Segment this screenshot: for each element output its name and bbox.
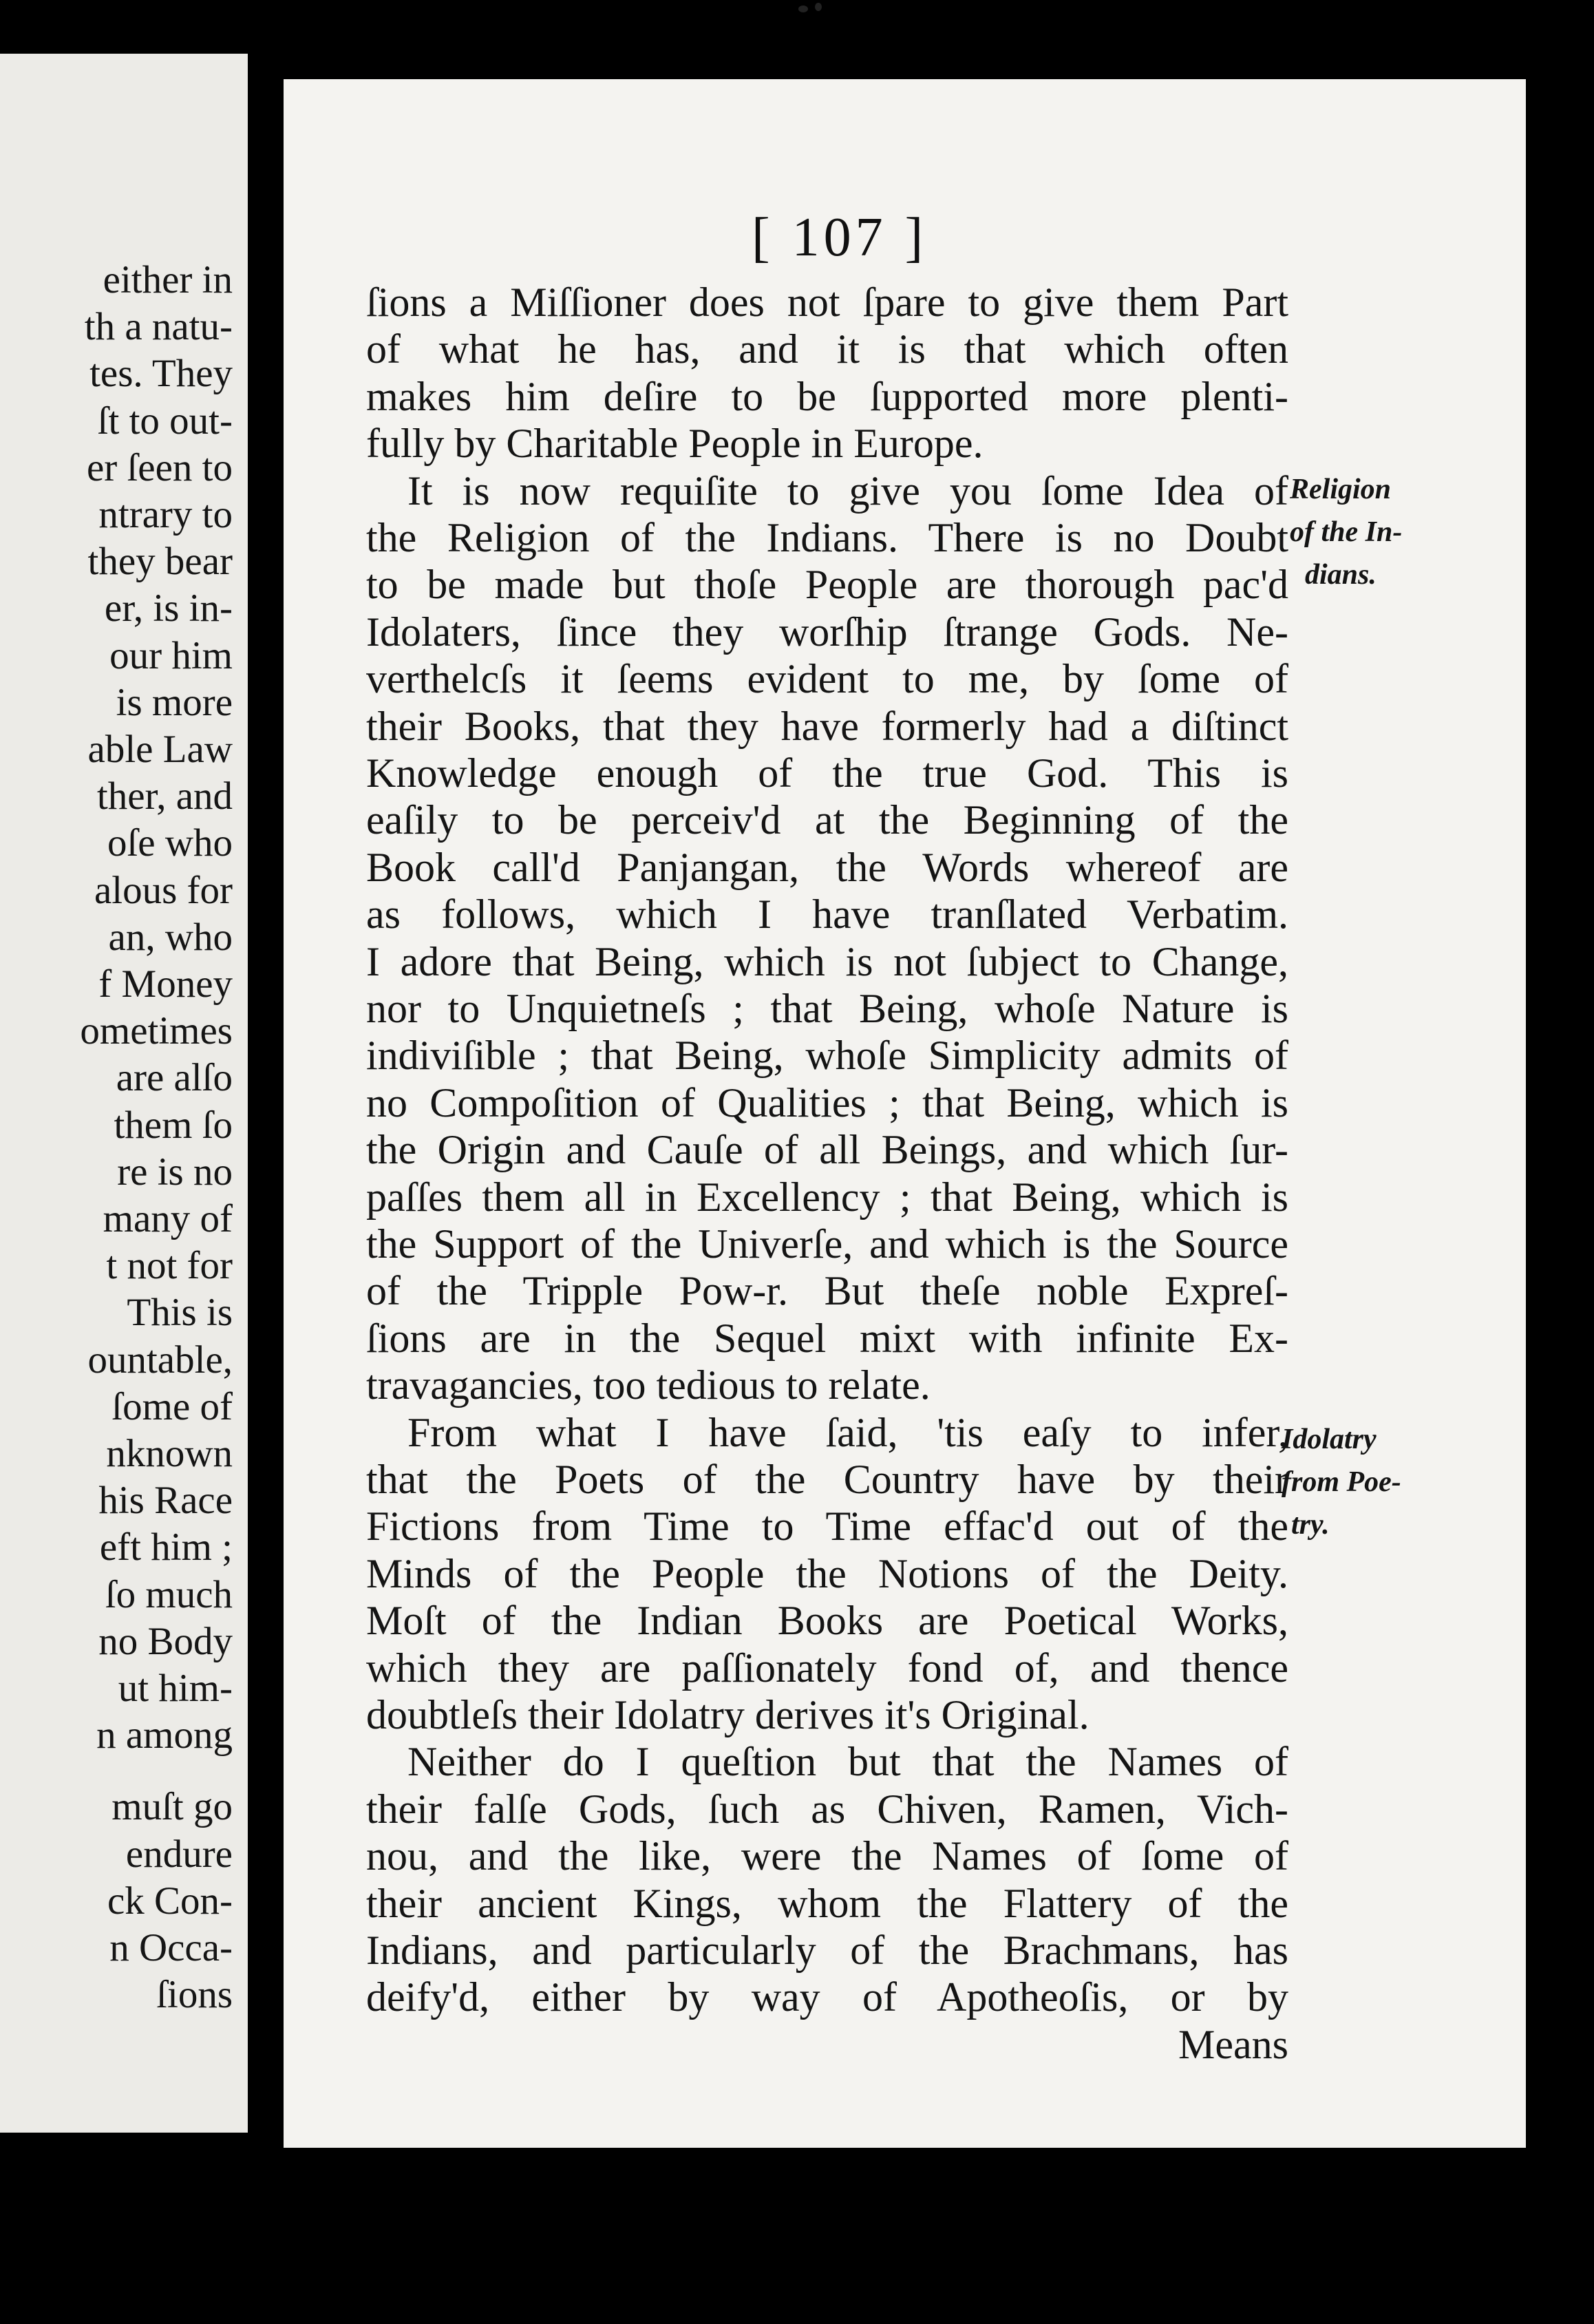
margin-note-idolatry (1282, 1418, 1401, 1546)
facing-page-line: er ſeen to (86, 445, 233, 489)
facing-page-line: re is no (117, 1150, 233, 1194)
facing-page-line: ſt to out- (97, 399, 233, 443)
facing-page-line: they bear (87, 540, 233, 584)
facing-page-line: ther, and (96, 774, 233, 818)
text-line: eaſily to be perceiv'd at the Beginning of the (366, 797, 1288, 843)
facing-page-line: his Race (98, 1479, 233, 1523)
text-line: nou, and the like, were the Names of ſome of (366, 1833, 1288, 1879)
text-line: which they are paſſionately fond of, and thence (366, 1645, 1288, 1691)
book-page (284, 79, 1526, 2148)
text-line: Book call'd Panjangan, the Words whereof are (366, 844, 1288, 890)
facing-page-line: eft him ; (99, 1525, 233, 1570)
facing-page-line: able Law (87, 728, 233, 771)
text-line: Neither do I queſtion but that the Names of (407, 1739, 1288, 1785)
facing-page-line: ſo much (105, 1572, 233, 1616)
text-line: no Compoſition of Qualities ; that Being, which is (366, 1079, 1288, 1126)
facing-page (0, 54, 248, 2133)
text-line: doubtleſs their Idolatry derives it's Original. (366, 1692, 1090, 1737)
text-line: It is now requiſite to give you ſome Idea of (407, 467, 1288, 514)
page-number: [ 107 ] (752, 207, 928, 268)
margin-note-religion (1290, 468, 1402, 596)
text-line: Knowledge enough of the true God. This is (366, 750, 1288, 796)
margin-note-line: Idolatry (1282, 1424, 1377, 1455)
facing-page-line: ountable, (87, 1338, 233, 1382)
text-line: ſions a Miſſioner does not ſpare to give them Part (366, 279, 1288, 325)
text-line: indiviſible ; that Being, whoſe Simplicity admits of (366, 1033, 1288, 1079)
text-line: verthelcſs it ſeems evident to me, by ſome of (366, 656, 1288, 702)
scan-speck (798, 6, 808, 12)
text-line: Idolaters, ſince they worſhip ſtrange Gods. Ne- (366, 609, 1288, 655)
text-line: the Religion of the Indians. There is no Doubt (366, 515, 1288, 560)
facing-page-line: them ſo (114, 1103, 233, 1147)
text-line: Minds of the People the Notions of the Deity. (366, 1550, 1288, 1596)
text-line: as follows, which I have tranſlated Verbatim. (366, 891, 1288, 938)
text-line: nor to Unquietneſs ; that Being, whoſe Nature is (366, 986, 1288, 1031)
facing-page-line: t not for (106, 1244, 233, 1288)
text-line: Fictions from Time to Time effac'd out of the (366, 1503, 1288, 1550)
text-line: Indians, and particularly of the Brachmans, has (366, 1927, 1288, 1973)
text-line: From what I have ſaid, 'tis eaſy to infer, (407, 1409, 1288, 1455)
catchword: Means (1178, 2021, 1288, 2067)
text-line: paſſes them all in Excellency ; that Being, which is (366, 1174, 1288, 1220)
text-line: of what he has, and it is that which often (366, 326, 1288, 372)
text-line: ſions are in the Sequel mixt with infinite Ex- (366, 1315, 1288, 1361)
text-line: the Origin and Cauſe of all Beings, and which ſur- (366, 1127, 1288, 1173)
facing-page-line: oſe who (107, 821, 233, 865)
text-line: Moſt of the Indian Books are Poetical Works, (366, 1598, 1288, 1644)
facing-page-line: er, is in- (104, 587, 233, 631)
facing-page-line: either in (103, 258, 233, 302)
margin-note-line: dians. (1305, 559, 1377, 591)
text-line: that the Poets of the Country have by their (366, 1457, 1288, 1502)
facing-page-line: This is (127, 1291, 233, 1335)
facing-page-line: an, who (108, 915, 233, 959)
margin-note-line: try. (1291, 1509, 1330, 1541)
facing-page-line: n Occa- (109, 1926, 233, 1969)
text-line: of the Tripple Pow‐r. But theſe noble Expreſ- (366, 1268, 1288, 1314)
facing-page-line: ck Con- (107, 1879, 233, 1923)
facing-page-line: no Body (98, 1619, 233, 1663)
facing-page-line: muſt go (111, 1785, 233, 1829)
facing-page-line: endure (125, 1832, 233, 1876)
facing-page-line: ntrary to (98, 493, 233, 536)
text-line: their Books, that they have formerly had a diſtinct (366, 703, 1288, 749)
facing-page-line: f Money (98, 962, 233, 1006)
text-line: I adore that Being, which is not ſubject to Change, (366, 938, 1288, 984)
facing-page-line: is more (116, 680, 233, 724)
margin-note-line: Religion (1290, 474, 1392, 505)
facing-page-line: our him (109, 633, 233, 677)
facing-page-line: th a natu- (84, 305, 233, 349)
text-line: their falſe Gods, ſuch as Chiven, Ramen, Vich- (366, 1786, 1288, 1832)
text-line: deify'd, either by way of Apotheoſis, or by (366, 1974, 1288, 2020)
facing-page-line: alous for (94, 868, 233, 912)
text-line: fully by Charitable People in Europe. (366, 421, 984, 467)
text-line: their ancient Kings, whom the Flattery of the (366, 1880, 1288, 1926)
facing-page-line: many of (103, 1197, 233, 1240)
text-line: travagancies, too tedious to relate. (366, 1362, 931, 1408)
scan-speck (815, 3, 822, 11)
facing-page-line: ometimes (80, 1009, 233, 1053)
facing-page-line: tes. They (89, 352, 233, 396)
facing-page-line: are alſo (116, 1056, 233, 1100)
text-line: makes him deſire to be ſupported more plenti- (366, 373, 1288, 419)
text-line: to be made but thoſe People are thorough pac'd (366, 562, 1288, 608)
text-line: the Support of the Univerſe, and which is the Source (366, 1221, 1288, 1267)
facing-page-line: nknown (106, 1432, 233, 1475)
margin-note-line: from Poe- (1282, 1466, 1401, 1498)
facing-page-line: n among (96, 1713, 233, 1757)
margin-note-line: of the In- (1290, 516, 1403, 548)
facing-page-line: ſions (156, 1973, 233, 2017)
facing-page-line: ut him- (118, 1667, 233, 1710)
facing-page-line: ſome of (111, 1384, 233, 1428)
